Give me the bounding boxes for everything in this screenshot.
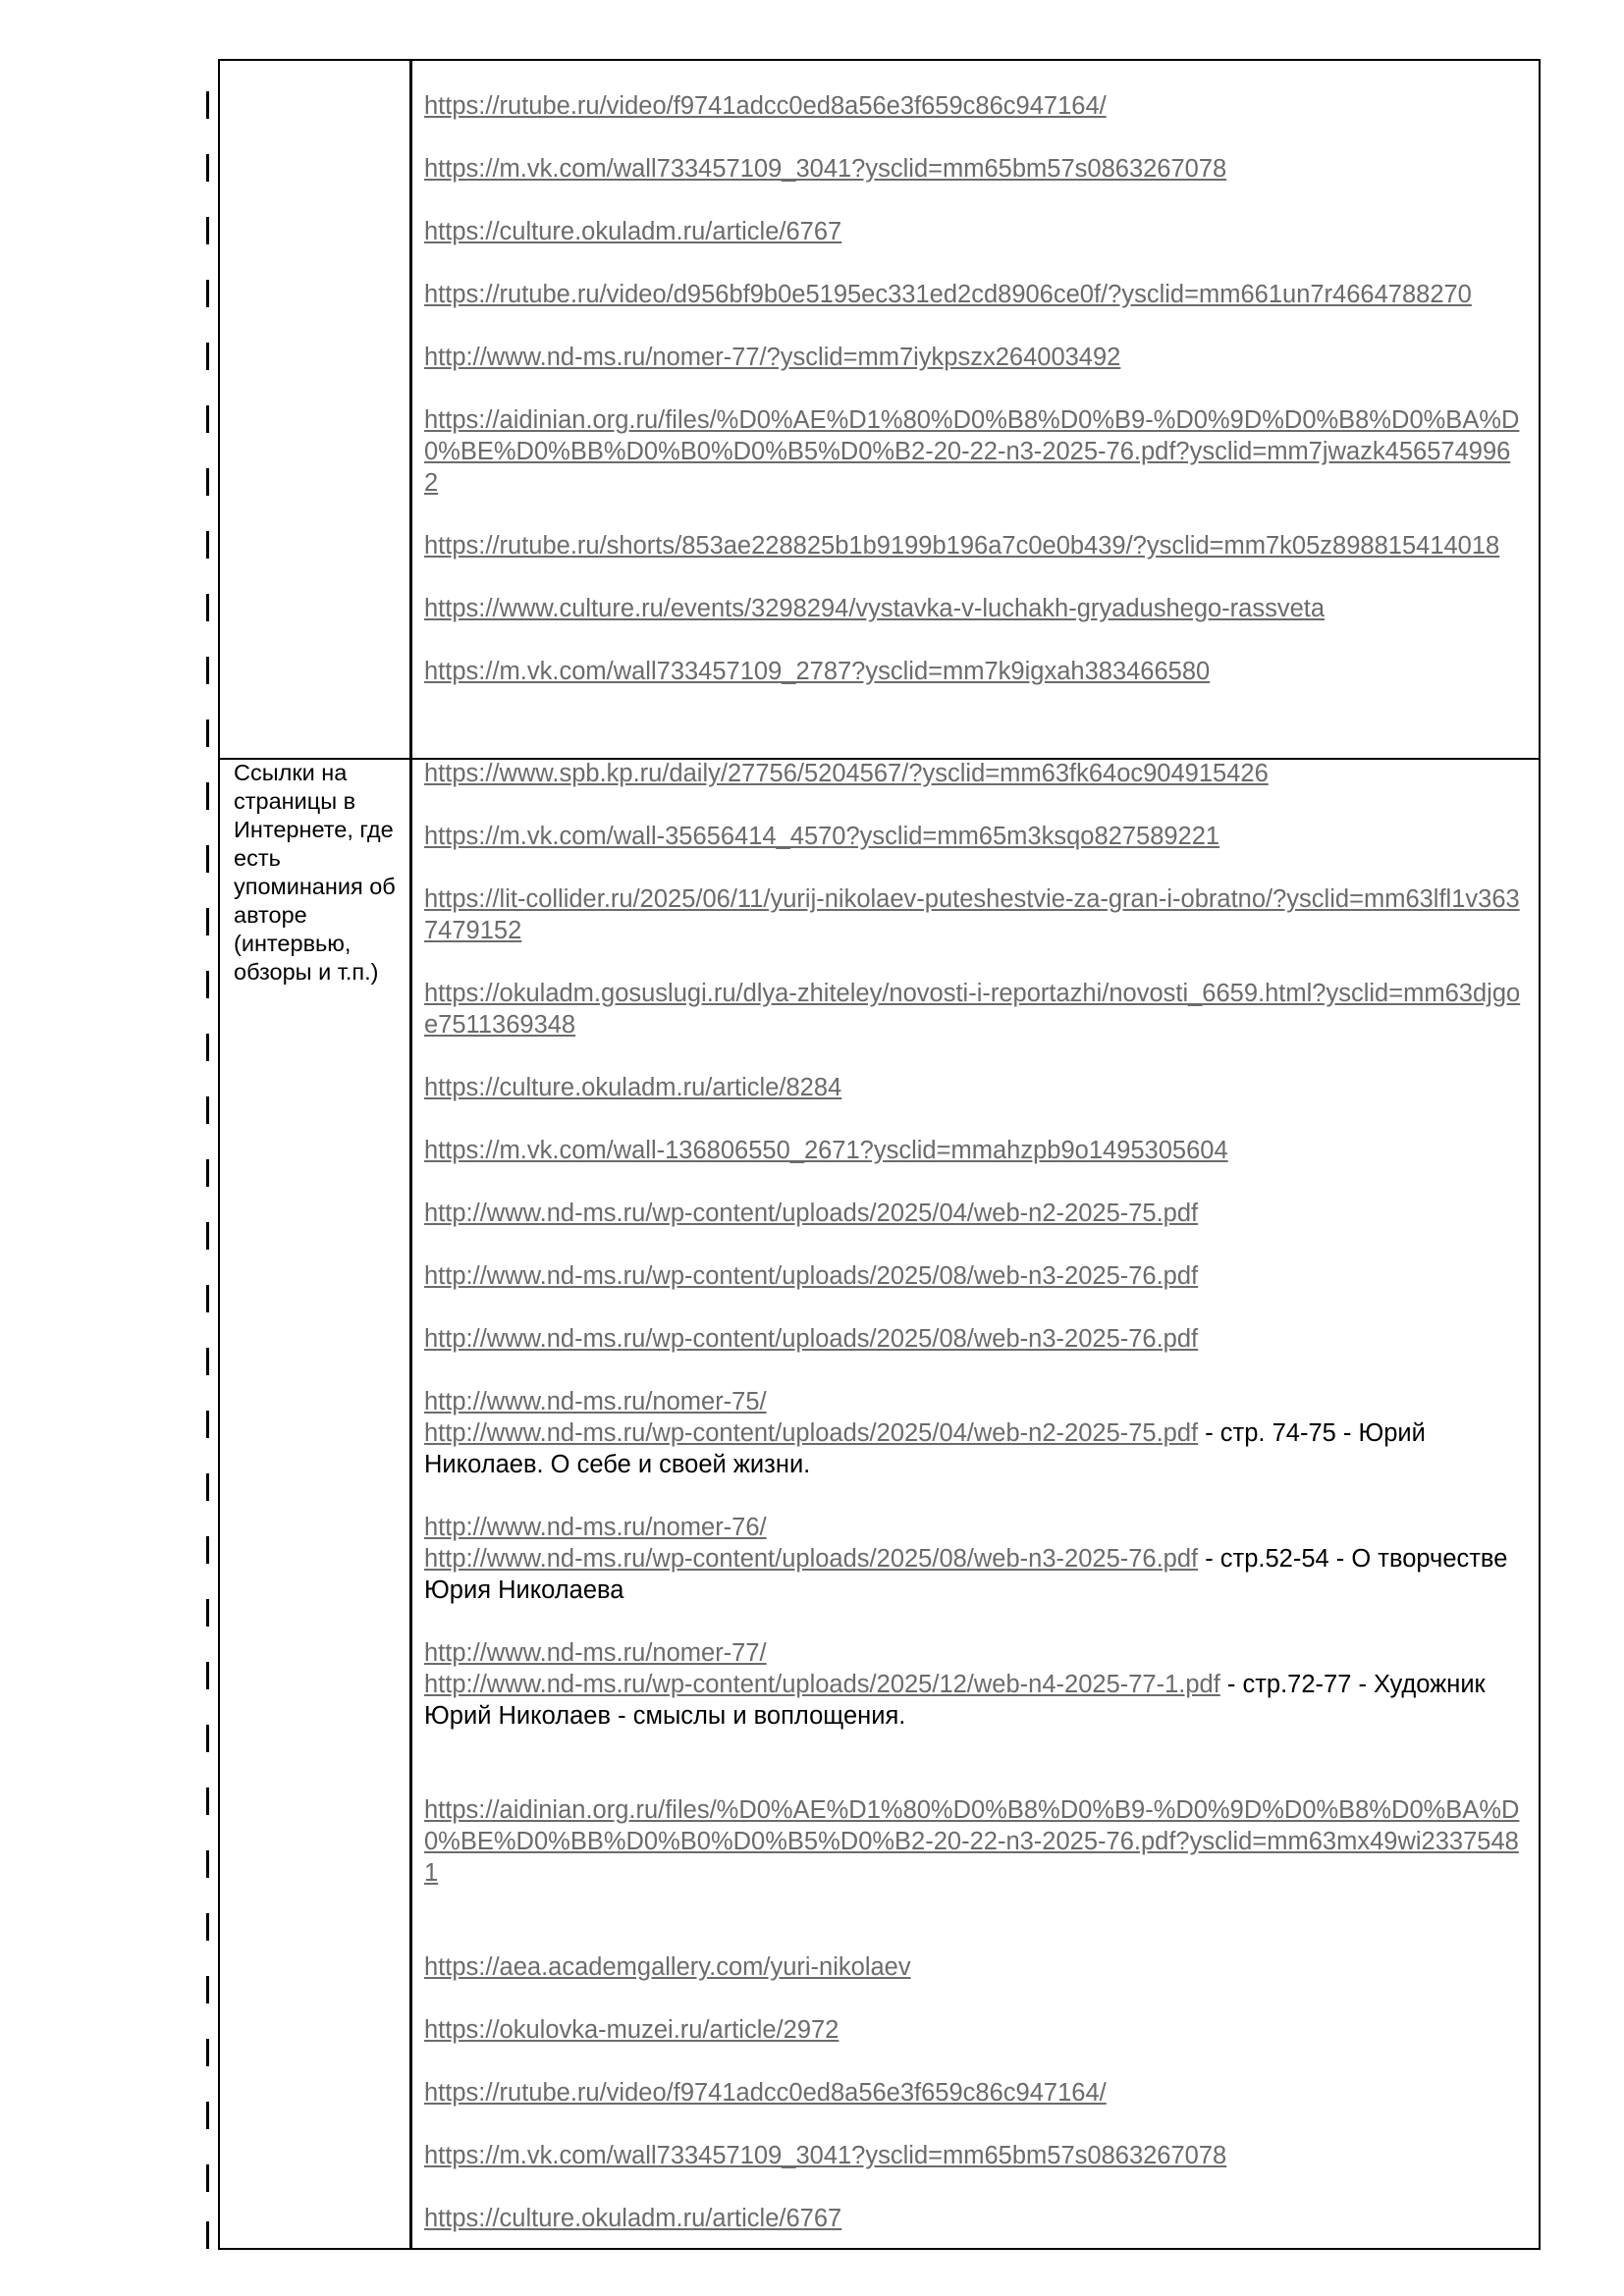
column-divider	[409, 61, 412, 2248]
link[interactable]: https://www.spb.kp.ru/daily/27756/5204567/?ysclid=mm63fk64oc904915426	[424, 760, 1269, 787]
link[interactable]: https://m.vk.com/wall-136806550_2671?ysclid=mmahzpb9o1495305604	[424, 1137, 1228, 1164]
row2-links	[424, 758, 1524, 2266]
link[interactable]: https://m.vk.com/wall733457109_3041?ysclid=mm65bm57s0863267078	[424, 155, 1227, 183]
link[interactable]: http://www.nd-ms.ru/nomer-76/	[424, 1514, 767, 1541]
entry-note: - стр.72-77 - Художник Юрий Николаев - смыслы и воплощения.	[424, 1671, 1486, 1730]
link[interactable]: https://aidinian.org.ru/files/%D0%AE%D1%80%D0%B8%D0%B9-%D0%9D%D0%B8%D0%BA%D0%BE%D0%BB%D0%B0%D0%B5%D0%B2-20-22-n3-2025-76.pdf?ysclid=mm63mx49wi23375481	[424, 1796, 1520, 1887]
link[interactable]: https://culture.okuladm.ru/article/8284	[424, 1074, 842, 1101]
link[interactable]: https://rutube.ru/video/d956bf9b0e5195ec331ed2cd8906ce0f/?ysclid=mm661un7r4664788270	[424, 281, 1472, 308]
link[interactable]: https://m.vk.com/wall-35656414_4570?ysclid=mm65m3ksqo827589221	[424, 823, 1220, 850]
link[interactable]: http://www.nd-ms.ru/wp-content/uploads/2025/08/web-n3-2025-76.pdf	[424, 1262, 1199, 1290]
entry-note: - стр.52-54 - О творчестве Юрия Николаева	[424, 1545, 1508, 1604]
link[interactable]: https://okuladm.gosuslugi.ru/dlya-zhiteley/novosti-i-reportazhi/novosti_6659.html?ysclid=mm63djgoe7511369348	[424, 980, 1521, 1039]
link[interactable]: https://m.vk.com/wall733457109_3041?ysclid=mm65bm57s0863267078	[424, 2142, 1227, 2169]
link[interactable]: https://lit-collider.ru/2025/06/11/yurij-nikolaev-puteshestvie-za-gran-i-obratno/?ysclid=mm63lfl1v3637479152	[424, 885, 1520, 944]
link[interactable]: https://aidinian.org.ru/files/%D0%AE%D1%80%D0%B8%D0%B9-%D0%9D%D0%B8%D0%BA%D0%BE%D0%BB%D0%B0%D0%B5%D0%B2-20-22-n3-2025-76.pdf?ysclid=mm7jwazk4565749962	[424, 406, 1520, 497]
link[interactable]: https://culture.okuladm.ru/article/6767	[424, 2205, 842, 2232]
link[interactable]: https://aea.academgallery.com/yuri-nikolaev	[424, 1953, 911, 1981]
annotated-entry	[424, 1637, 1524, 1732]
link[interactable]: https://okulovka-muzei.ru/article/2972	[424, 2016, 839, 2044]
link[interactable]: https://rutube.ru/video/f9741adcc0ed8a56e3f659c86c947164/	[424, 2079, 1107, 2107]
link[interactable]: http://www.nd-ms.ru/nomer-77/?ysclid=mm7iykpszx264003492	[424, 344, 1121, 371]
annotated-entry	[424, 1386, 1524, 1480]
link[interactable]: http://www.nd-ms.ru/nomer-75/	[424, 1388, 767, 1415]
row1-links	[424, 90, 1524, 719]
entry-note: - стр. 74-75 - Юрий Николаев. О себе и своей жизни.	[424, 1419, 1426, 1478]
link[interactable]: https://m.vk.com/wall733457109_2787?ysclid=mm7k9igxah383466580	[424, 658, 1211, 685]
link[interactable]: http://www.nd-ms.ru/wp-content/uploads/2025/12/web-n4-2025-77-1.pdf	[424, 1671, 1220, 1698]
link[interactable]: http://www.nd-ms.ru/wp-content/uploads/2025/04/web-n2-2025-75.pdf	[424, 1200, 1199, 1227]
revision-change-bars	[206, 91, 212, 2251]
link[interactable]: https://rutube.ru/shorts/853ae228825b1b9199b196a7c0e0b439/?ysclid=mm7k05z898815414018	[424, 532, 1500, 560]
link[interactable]: https://www.culture.ru/events/3298294/vystavka-v-luchakh-gryadushego-rassveta	[424, 595, 1326, 622]
link[interactable]: http://www.nd-ms.ru/wp-content/uploads/2025/08/web-n3-2025-76.pdf	[424, 1545, 1199, 1573]
link[interactable]: https://culture.okuladm.ru/article/6767	[424, 218, 842, 245]
annotated-entry	[424, 1512, 1524, 1606]
link[interactable]: https://rutube.ru/video/f9741adcc0ed8a56e3f659c86c947164/	[424, 92, 1107, 120]
row-label: Ссылки на страницы в Интернете, где есть упоминания об авторе (интервью, обзоры и т.п.)	[234, 760, 396, 985]
link[interactable]: http://www.nd-ms.ru/nomer-77/	[424, 1639, 767, 1667]
link[interactable]: http://www.nd-ms.ru/wp-content/uploads/2025/04/web-n2-2025-75.pdf	[424, 1419, 1199, 1447]
link[interactable]: http://www.nd-ms.ru/wp-content/uploads/2025/08/web-n3-2025-76.pdf	[424, 1325, 1199, 1353]
